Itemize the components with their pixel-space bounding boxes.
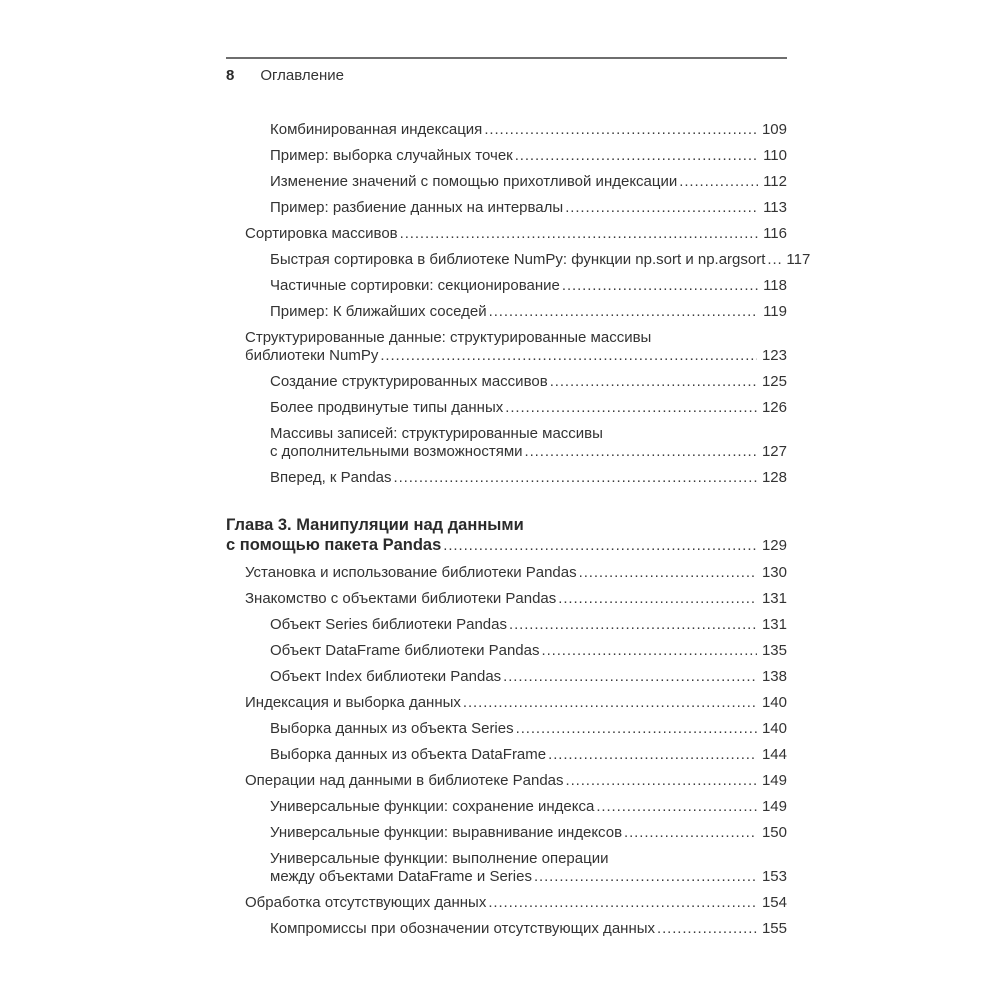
toc-entry-page: 113: [763, 199, 787, 216]
running-head-title: Оглавление: [260, 67, 344, 84]
dot-leader: [503, 668, 757, 686]
toc-entry-row: [270, 642, 787, 660]
dot-leader: [394, 469, 757, 487]
dot-leader: [562, 277, 758, 295]
dot-leader: [767, 251, 781, 269]
toc-entry-page: 155: [761, 920, 787, 937]
toc-entry-row: [245, 225, 787, 243]
toc-entry-title: Обработка отсутствующих данных: [245, 894, 487, 911]
toc-entry-title: библиотеки NumPy: [245, 347, 379, 364]
toc-entry-title: Пример: разбиение данных на интервалы: [270, 199, 564, 216]
dot-leader: [548, 746, 757, 764]
toc-entry-row: [270, 824, 787, 842]
toc-entry-page: 149: [761, 798, 787, 815]
toc-entry-page: 117: [786, 251, 811, 268]
toc-entry: [270, 746, 787, 764]
dot-leader: [534, 868, 757, 886]
toc-entry-title: Частичные сортировки: секционирование: [270, 277, 560, 294]
dot-leader: [565, 199, 758, 217]
toc-entry-wrap-line: Универсальные функции: выполнение операции: [270, 850, 609, 867]
dot-leader: [679, 173, 758, 191]
page-header: [226, 66, 787, 85]
toc-entry-page: 119: [763, 303, 787, 320]
toc-entry-title: Вперед, к Pandas: [270, 469, 392, 486]
toc-entry-row: [270, 147, 787, 165]
toc-entry-title: с дополнительными возможностями: [270, 443, 523, 460]
toc-entry-row: [270, 399, 787, 417]
toc-entry-row: [245, 894, 787, 912]
toc-entry: [270, 616, 787, 634]
toc-entry-title: Объект Index библиотеки Pandas: [270, 668, 502, 685]
toc-entry: [270, 121, 787, 139]
toc-entry-title: Комбинированная индексация: [270, 121, 483, 138]
toc-entry: [245, 225, 787, 243]
toc-entry-page: 118: [763, 277, 787, 294]
dot-leader: [579, 564, 757, 582]
dot-leader: [463, 694, 757, 712]
toc-entry-row: [270, 373, 787, 391]
dot-leader: [516, 720, 757, 738]
dot-leader: [550, 373, 757, 391]
toc-entry: [270, 277, 787, 295]
toc-entry: [226, 515, 787, 556]
dot-leader: [489, 303, 758, 321]
dot-leader: [558, 590, 757, 608]
toc-entry-page: 130: [761, 564, 787, 581]
toc-entry-row: [270, 443, 787, 461]
toc-entry: [245, 894, 787, 912]
toc-entry-title: Универсальные функции: сохранение индекса: [270, 798, 595, 815]
toc-entry-row: [245, 590, 787, 608]
toc-entry-wrap-line: Структурированные данные: структурированные массивы: [245, 329, 652, 346]
toc-entry: [270, 173, 787, 191]
toc-entry-row: [270, 303, 787, 321]
toc-entry-row: [270, 746, 787, 764]
toc-entry-title: с помощью пакета Pandas: [226, 536, 442, 554]
toc-entry-title: Изменение значений с помощью прихотливой индексации: [270, 173, 678, 190]
toc-entry-page: 109: [761, 121, 787, 138]
dot-leader: [488, 894, 757, 912]
toc-entry-title: Установка и использование библиотеки Pandas: [245, 564, 577, 581]
toc-entry: [270, 425, 787, 461]
toc-entry-row: [270, 920, 787, 938]
toc-entry: [270, 147, 787, 165]
dot-leader: [484, 121, 757, 139]
toc-entry: [245, 329, 787, 365]
toc-entry-row: [270, 616, 787, 634]
toc-list: [226, 121, 811, 938]
dot-leader: [380, 347, 757, 365]
dot-leader: [509, 616, 757, 634]
toc-entry-page: 140: [761, 720, 787, 737]
toc-entry-title: Объект Series библиотеки Pandas: [270, 616, 507, 633]
toc-entry: [270, 720, 787, 738]
toc-entry-page: 125: [761, 373, 787, 390]
dot-leader: [515, 147, 758, 165]
dot-leader: [443, 536, 757, 556]
toc-entry: [270, 824, 787, 842]
toc-entry-page: 128: [761, 469, 787, 486]
toc-entry-title: Сортировка массивов: [245, 225, 398, 242]
toc-entry-row: [245, 772, 787, 790]
toc-entry-page: 129: [761, 537, 787, 554]
toc-entry-row: [270, 199, 787, 217]
toc-entry: [270, 251, 811, 269]
toc-entry-row: [270, 277, 787, 295]
toc-entry-title: Пример: выборка случайных точек: [270, 147, 513, 164]
toc-entry-title: Пример: К ближайших соседей: [270, 303, 487, 320]
page-number: 8: [226, 67, 235, 84]
toc-entry-row: [270, 668, 787, 686]
toc-entry: [270, 303, 787, 321]
toc-entry-page: 131: [761, 590, 787, 607]
dot-leader: [657, 920, 757, 938]
toc-entry-row: [226, 535, 787, 556]
toc-entry-title: Знакомство с объектами библиотеки Pandas: [245, 590, 557, 607]
dot-leader: [400, 225, 758, 243]
toc-entry: [270, 642, 787, 660]
toc-entry-row: [270, 798, 787, 816]
toc-entry-page: 123: [761, 347, 787, 364]
toc-entry-title: Быстрая сортировка в библиотеке NumPy: функции np.sort и np.argsort: [270, 251, 766, 268]
dot-leader: [624, 824, 757, 842]
header-rule: [226, 57, 787, 59]
toc-entry-page: 127: [761, 443, 787, 460]
toc-entry-page: 112: [763, 173, 787, 190]
toc-entry-title: Компромиссы при обозначении отсутствующих данных: [270, 920, 656, 937]
toc-entry-page: 150: [761, 824, 787, 841]
toc-entry-wrap-line: Массивы записей: структурированные массивы: [270, 425, 603, 442]
toc-entry: [270, 399, 787, 417]
dot-leader: [566, 772, 757, 790]
toc-entry: [270, 469, 787, 487]
toc-entry-page: 110: [763, 147, 787, 164]
toc-entry-wrap-line: Глава 3. Манипуляции над данными: [226, 516, 524, 534]
toc-entry: [245, 564, 787, 582]
toc-entry-title: Операции над данными в библиотеке Pandas: [245, 772, 564, 789]
toc-entry-page: 140: [761, 694, 787, 711]
toc-entry: [270, 199, 787, 217]
toc-entry: [245, 694, 787, 712]
dot-leader: [525, 443, 757, 461]
toc-entry-page: 144: [761, 746, 787, 763]
toc-entry-title: Создание структурированных массивов: [270, 373, 548, 390]
toc-entry-row: [270, 469, 787, 487]
dot-leader: [542, 642, 757, 660]
toc-entry: [245, 590, 787, 608]
toc-entry-page: 116: [763, 225, 787, 242]
toc-entry-title: Более продвинутые типы данных: [270, 399, 504, 416]
toc-entry: [270, 668, 787, 686]
toc-entry-page: 135: [761, 642, 787, 659]
toc-entry: [270, 920, 787, 938]
toc-entry-row: [270, 720, 787, 738]
toc-entry-page: 131: [761, 616, 787, 633]
toc-entry-page: 149: [761, 772, 787, 789]
dot-leader: [505, 399, 757, 417]
toc-entry-page: 138: [761, 668, 787, 685]
toc-entry: [245, 772, 787, 790]
toc-entry-row: [270, 173, 787, 191]
toc-entry: [270, 798, 787, 816]
toc-entry-page: 126: [761, 399, 787, 416]
toc-entry-title: Индексация и выборка данных: [245, 694, 461, 711]
toc-entry-page: 153: [761, 868, 787, 885]
toc-entry-row: [270, 251, 811, 269]
toc-entry: [270, 373, 787, 391]
toc-entry-title: между объектами DataFrame и Series: [270, 868, 532, 885]
toc-entry-title: Выборка данных из объекта DataFrame: [270, 746, 547, 763]
book-page: [226, 57, 811, 946]
toc-entry: [270, 850, 787, 886]
toc-entry-title: Объект DataFrame библиотеки Pandas: [270, 642, 540, 659]
toc-entry-row: [270, 868, 787, 886]
toc-entry-row: [245, 694, 787, 712]
toc-entry-title: Универсальные функции: выравнивание индексов: [270, 824, 623, 841]
toc-entry-title: Выборка данных из объекта Series: [270, 720, 514, 737]
toc-entry-row: [245, 347, 787, 365]
toc-entry-page: 154: [761, 894, 787, 911]
toc-entry-row: [270, 121, 787, 139]
toc-entry-row: [245, 564, 787, 582]
dot-leader: [596, 798, 757, 816]
